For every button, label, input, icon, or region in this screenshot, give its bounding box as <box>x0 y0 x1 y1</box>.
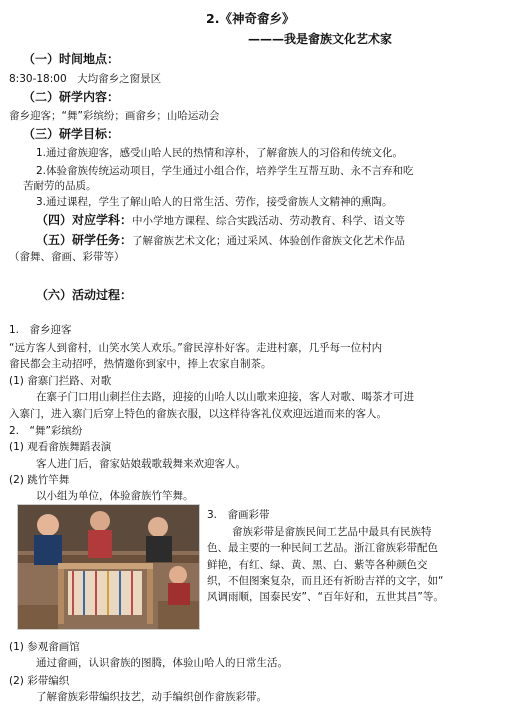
section-tasks <box>36 233 405 248</box>
process-item-3-title: 3. 畲画彩带 <box>207 509 270 521</box>
content-text: 畲乡迎客；“舞”彩缤纷；画畲乡；山哈运动会 <box>9 110 220 122</box>
page-subtitle: ———我是畲族文化艺术家 <box>248 32 393 46</box>
section-content-heading: （二）研学内容： <box>23 90 120 104</box>
section-subjects-heading: （四）对应学科： <box>36 213 133 227</box>
process-item-1-sub-1-text: 入寨门，进入寨门后穿上特色的畲族衣服，以这样待客礼仪欢迎远道而来的客人。 <box>9 408 387 420</box>
weaving-photo-illustration <box>18 505 199 629</box>
section-goals-heading: （三）研学目标： <box>23 127 120 141</box>
goal-item: 3.通过课程，学生了解山哈人的日常生活、劳作，接受畲族人文精神的熏陶。 <box>36 196 393 208</box>
process-item-3-sub-1: (1) 参观畲画馆 <box>9 641 80 653</box>
process-item-3-text: 鲜艳，有红、绿、黄、黑、白、紫等各种颜色交 <box>207 559 428 571</box>
tasks-text: 了解畲族艺术文化；通过采风、体验创作畲族文化艺术作品 <box>132 235 406 247</box>
process-item-3-text: 畲族彩带是畲族民间工艺品中最具有民族特 <box>232 526 432 538</box>
process-item-2-sub-1-text: 客人进门后，畲家姑娘载歌载舞来欢迎客人。 <box>36 458 246 470</box>
page-title: 2.《神奇畲乡》 <box>206 11 295 26</box>
process-item-2-sub-2-text: 以小组为单位，体验畲族竹竿舞。 <box>36 490 194 502</box>
process-item-3-sub-2-text: 了解畲族彩带编织技艺，动手编织创作畲族彩带。 <box>36 691 267 703</box>
weaving-photo <box>17 504 200 630</box>
process-item-2-sub-2: (2) 跳竹竿舞 <box>9 474 70 486</box>
section-tasks-heading: （五）研学任务： <box>36 233 133 247</box>
process-item-1-sub-1: (1) 畲寨门拦路、对歌 <box>9 375 112 387</box>
time-place-text: 8:30-18:00 大均畲乡之窗景区 <box>9 73 162 85</box>
process-item-2-sub-1: (1) 观看畲族舞蹈表演 <box>9 441 112 453</box>
goal-item: 1.通过畲族迎客，感受山哈人民的热情和淳朴，了解畲族人的习俗和传统文化。 <box>36 147 404 159</box>
process-item-3-text: 织，不但图案复杂，而且还有祈盼吉祥的文字，如“ <box>207 575 444 587</box>
process-item-3-sub-1-text: 通过畲画，认识畲族的图腾，体验山哈人的日常生活。 <box>36 657 288 669</box>
process-item-3-text: 风调雨顺，国泰民安”、“百年好和，五世其昌”等。 <box>207 591 444 603</box>
goal-item: 苦耐劳的品质。 <box>23 180 97 192</box>
process-item-2-title: 2. “舞”彩缤纷 <box>9 425 83 437</box>
process-item-1-text: “远方客人到畲村，山笑水笑人欢乐。”畲民淳朴好客。走进村寨，几乎每一位村内 <box>9 342 383 354</box>
section-time-place-heading: （一）时间地点： <box>23 52 120 66</box>
process-item-1-title: 1. 畲乡迎客 <box>9 324 72 336</box>
process-item-1-text: 畲民都会主动招呼，热情邀你到家中，捧上农家自制茶。 <box>9 358 272 370</box>
goal-item: 2.体验畲族传统运动项目，学生通过小组合作，培养学生互帮互助、永不言弃和吃 <box>36 165 414 177</box>
subjects-text: 中小学地方课程、综合实践活动、劳动教育、科学、语文等 <box>132 215 406 227</box>
process-item-3-sub-2: (2) 彩带编织 <box>9 675 70 687</box>
section-process-heading: （六）活动过程： <box>36 288 133 302</box>
section-subjects <box>36 213 405 228</box>
tasks-text-cont: （畲舞、畲画、彩带等） <box>9 251 125 263</box>
process-item-1-sub-1-text: 在寨子门口用山刺拦住去路，迎接的山哈人以山歌来迎接，客人对歌、喝茶才可进 <box>36 391 414 403</box>
process-item-3-text: 色、最主要的一种民间工艺品。浙江畲族彩带配色 <box>207 542 438 554</box>
